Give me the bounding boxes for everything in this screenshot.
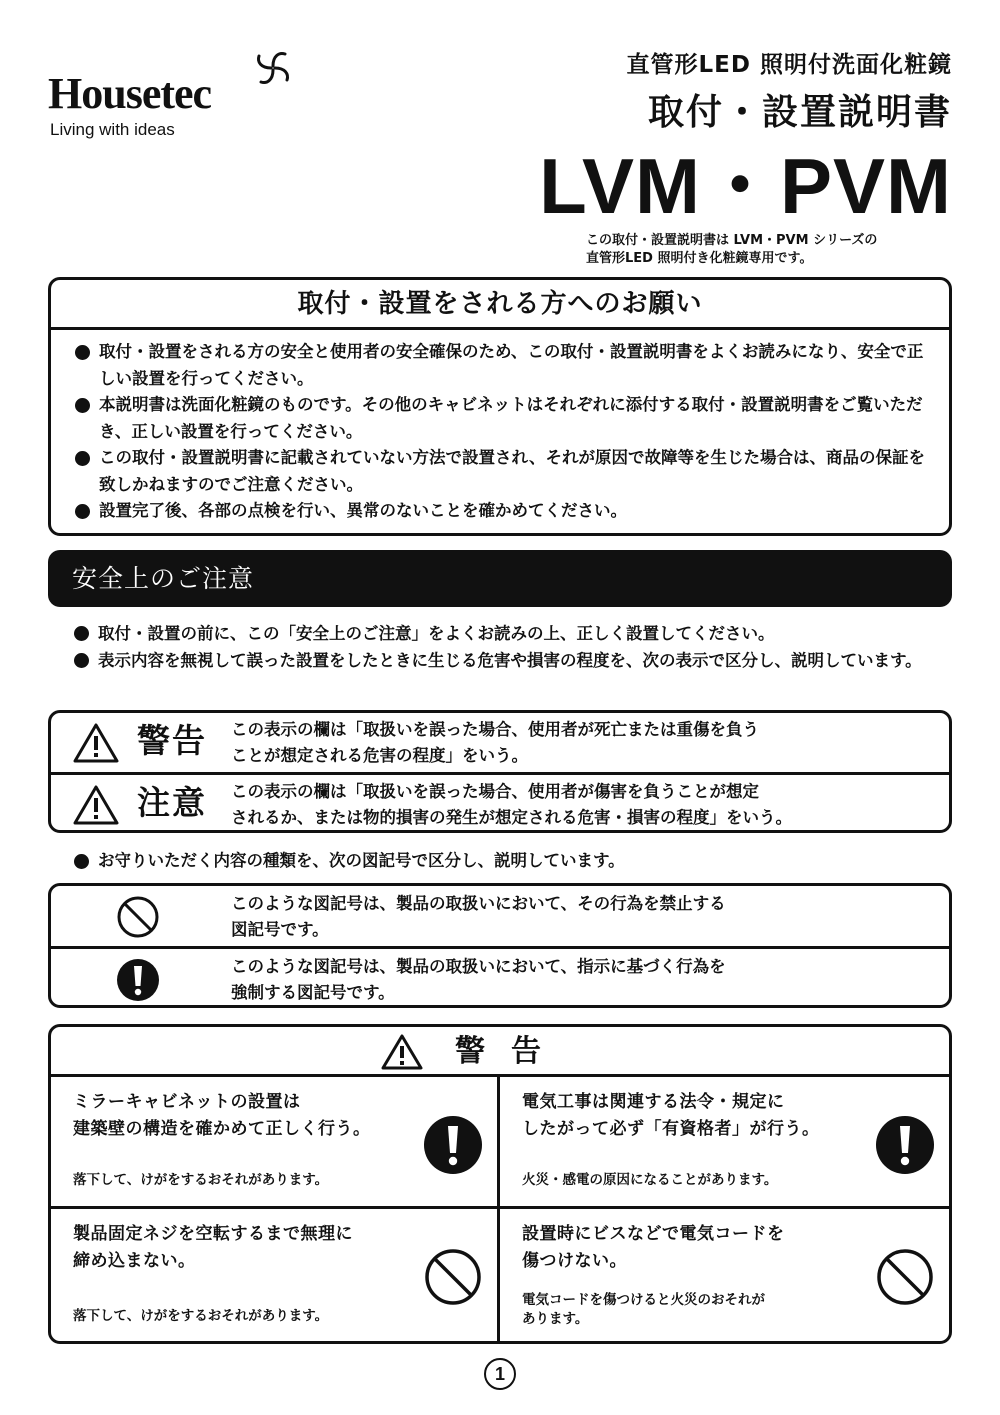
brand-tagline: Living with ideas [50, 120, 175, 139]
signal-word: 注意 [137, 783, 207, 822]
list-item-text: 本説明書は洗面化粧鏡のものです。その他のキャビネットはそれぞれに添付する取付・設置説明書をご覧いただき、正しい設置を行ってください。 [99, 395, 923, 441]
bullet-icon [74, 854, 89, 869]
mandatory-exclamation-icon [115, 957, 161, 1003]
warning-consequence-line: 火災・感電の原因になることがあります。 [522, 1172, 778, 1188]
symbol-description-line: 図記号です。 [231, 920, 329, 939]
warning-cell [51, 1077, 500, 1209]
bullet-icon [75, 345, 90, 360]
signal-word: 警告 [137, 721, 207, 760]
symbol-description-line: このような図記号は、製品の取扱いにおいて、指示に基づく行為を [231, 957, 726, 976]
list-item-text: 取付・設置の前に、この「安全上のご注意」をよくお読みの上、正しく設置してください。 [98, 624, 775, 643]
warning-instruction [522, 1221, 862, 1275]
pinwheel-logo-icon [253, 48, 293, 88]
safety-section-heading: 安全上のご注意 [48, 550, 952, 607]
scope-note [586, 232, 952, 268]
prohibition-icon [875, 1247, 935, 1307]
list-item-text: 取付・設置をされる方の安全と使用者の安全確保のため、この取付・設置説明書をよくお読みになり、安全で正しい設置を行ってください。 [99, 342, 924, 388]
bullet-icon [75, 451, 90, 466]
symbol-description-line: このような図記号は、製品の取扱いにおいて、その行為を禁止する [231, 894, 726, 913]
installer-request-list [51, 330, 949, 525]
warning-consequence-line: 落下して、けがをするおそれがあります。 [73, 1308, 329, 1324]
symbol-table [48, 883, 952, 1008]
symbol-description-line: 強制する図記号です。 [231, 983, 395, 1002]
warning-consequence-line: あります。 [522, 1311, 589, 1327]
warning-instruction [522, 1089, 862, 1143]
bullet-icon [74, 626, 89, 641]
list-item [73, 498, 933, 525]
bullet-icon [75, 398, 90, 413]
warning-triangle-icon [381, 1034, 423, 1070]
document-title: 取付・設置説明書 [647, 92, 952, 133]
document-subtitle: 直管形LED 照明付洗面化粧鏡 [626, 52, 952, 78]
bullet-icon [74, 653, 89, 668]
list-item [73, 392, 933, 445]
brand-logo [48, 60, 308, 150]
list-item-text: 設置完了後、各部の点検を行い、異常のないことを確かめてください。 [99, 501, 627, 520]
list-item-text: 表示内容を無視して誤った設置をしたときに生じる危害や損害の程度を、次の表示で区分し、説明しています。 [98, 651, 922, 670]
symbol-row-mandatory [51, 946, 949, 1006]
warning-instruction-line: 締め込まない。 [73, 1251, 196, 1271]
bullet-icon [75, 504, 90, 519]
signal-description [231, 779, 931, 830]
list-item [72, 647, 952, 674]
warning-instruction-line: 製品固定ネジを空転するまで無理に [73, 1224, 353, 1244]
warning-instruction-line: 電気工事は関連する法令・規定に [522, 1092, 785, 1112]
prohibition-icon [115, 894, 161, 940]
list-item [73, 445, 933, 498]
scope-note-line: 直管形LED 照明付き化粧鏡専用です。 [586, 251, 813, 266]
prohibition-icon [423, 1247, 483, 1307]
signal-description-line: されるか、または物的損害の発生が想定される危害・損害の程度」をいう。 [231, 807, 792, 827]
signal-row-warning [51, 713, 949, 772]
warning-triangle-icon [73, 784, 119, 826]
mandatory-exclamation-icon [423, 1115, 483, 1175]
installer-request-box [48, 277, 952, 536]
list-item [72, 620, 952, 647]
symbol-intro [72, 848, 952, 875]
signal-row-caution [51, 772, 949, 831]
warning-cell [500, 1077, 949, 1209]
warning-consequence-line: 落下して、けがをするおそれがあります。 [73, 1172, 329, 1188]
signal-description-line: ことが想定される危害の程度」をいう。 [231, 745, 528, 765]
list-item-text: お守りいただく内容の種類を、次の図記号で区分し、説明しています。 [98, 851, 625, 870]
warning-instruction-line: 傷つけない。 [522, 1251, 627, 1271]
safety-intro-list [72, 620, 952, 674]
warning-instruction-line: 建築壁の構造を確かめて正しく行う。 [73, 1119, 371, 1139]
warning-instruction-line: 設置時にビスなどで電気コードを [522, 1224, 785, 1244]
signal-word-table [48, 710, 952, 833]
signal-description-line: この表示の欄は「取扱いを誤った場合、使用者が死亡または重傷を負う [231, 720, 759, 739]
warning-instruction-line: したがって必ず「有資格者」が行う。 [522, 1119, 820, 1139]
scope-note-line: この取付・設置説明書は LVM・PVM シリーズの [586, 233, 878, 248]
signal-description [231, 717, 931, 768]
warning-instruction [73, 1089, 413, 1143]
warning-box-title: 警告 [455, 1034, 567, 1069]
warning-box [48, 1024, 952, 1344]
warning-consequence-line: 電気コードを傷つけると火災のおそれが [522, 1292, 765, 1308]
warning-box-header [51, 1027, 949, 1077]
mandatory-exclamation-icon [875, 1115, 935, 1175]
page-number: 1 [484, 1358, 516, 1390]
list-item-text: この取付・設置説明書に記載されていない方法で設置され、それが原因で故障等を生じた場合は、商品の保証を致しかねますのでご注意ください。 [99, 448, 925, 494]
warning-cell [51, 1209, 500, 1341]
warning-triangle-icon [73, 722, 119, 764]
warning-consequence [73, 1307, 413, 1326]
warning-cells [51, 1077, 949, 1341]
warning-consequence [73, 1171, 413, 1190]
warning-instruction-line: ミラーキャビネットの設置は [73, 1092, 301, 1112]
list-item [72, 848, 952, 875]
symbol-description [231, 954, 931, 1006]
warning-consequence [522, 1171, 862, 1190]
warning-cell [500, 1209, 949, 1341]
warning-consequence [522, 1291, 862, 1329]
warning-instruction [73, 1221, 413, 1275]
symbol-description [231, 891, 931, 943]
signal-description-line: この表示の欄は「取扱いを誤った場合、使用者が傷害を負うことが想定 [231, 782, 759, 801]
symbol-row-prohibition [51, 886, 949, 946]
list-item [73, 339, 933, 392]
model-name: LVM・PVM [539, 142, 952, 230]
installer-request-title: 取付・設置をされる方へのお願い [51, 280, 949, 330]
brand-name: Housetec [48, 69, 212, 118]
